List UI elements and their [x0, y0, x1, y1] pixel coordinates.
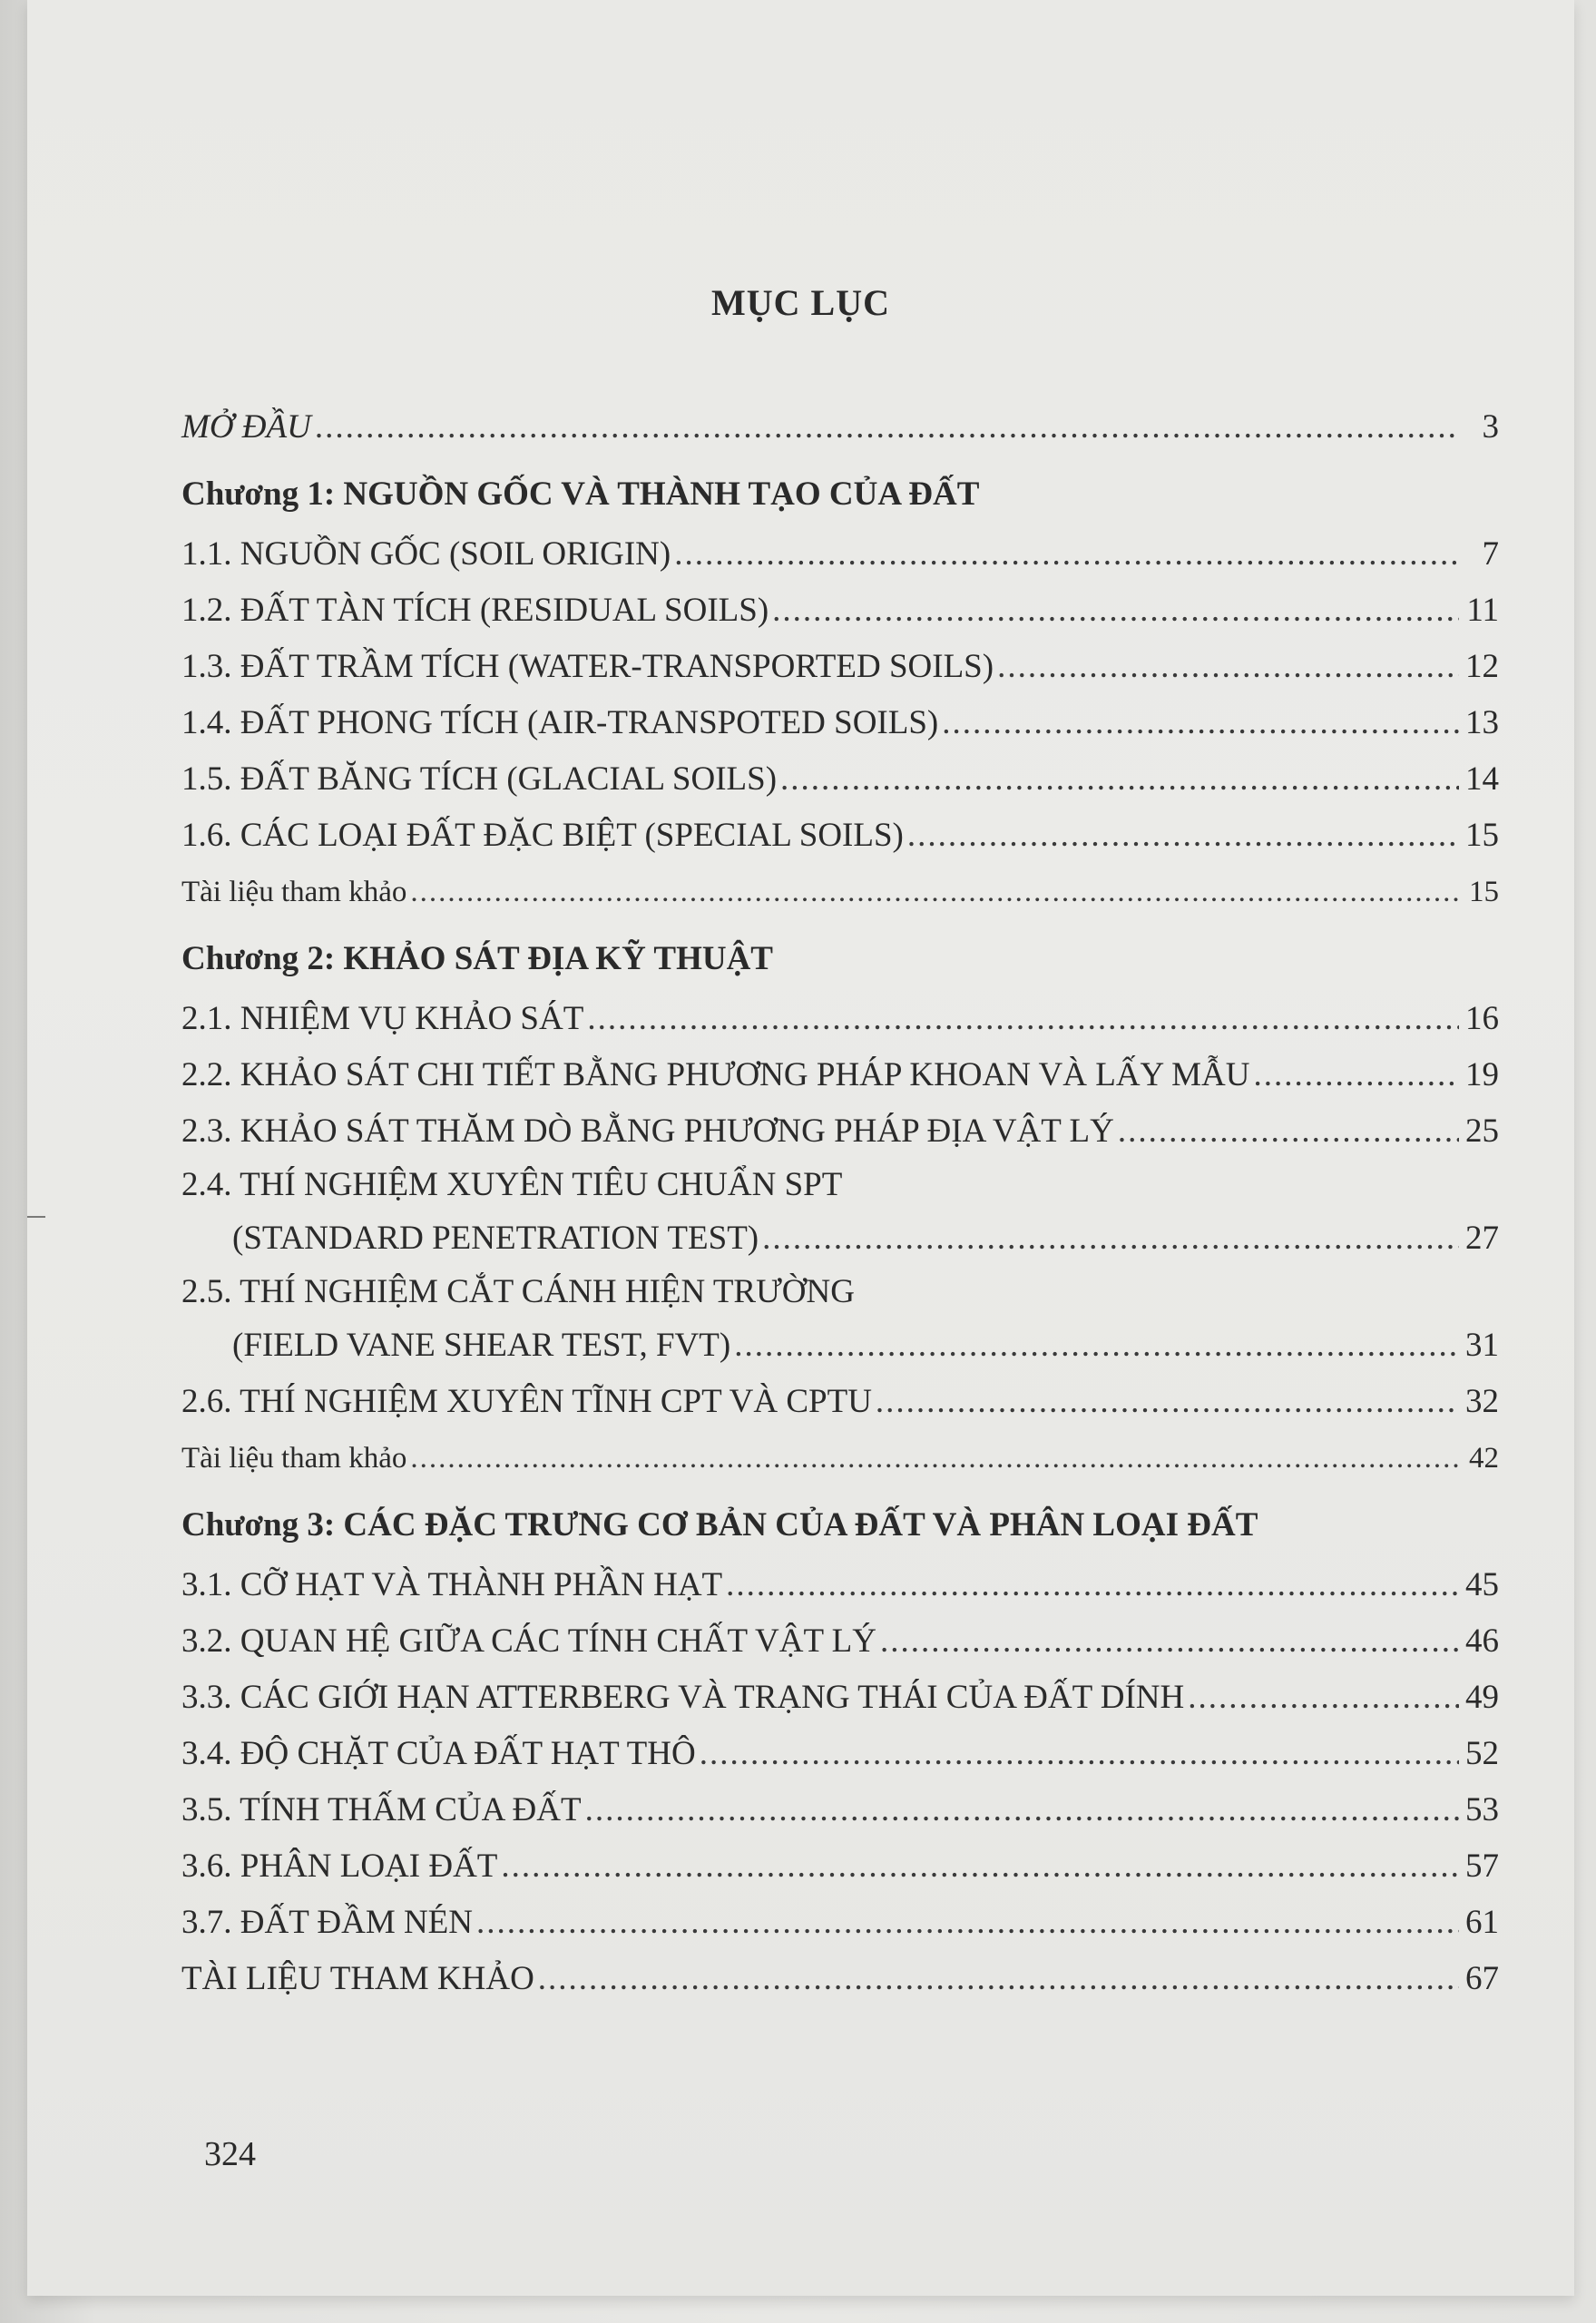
dot-leader: [587, 991, 1459, 1047]
toc-entry-page: 52: [1465, 1735, 1499, 1772]
toc-entry: [181, 1726, 1499, 1782]
toc-entry: [181, 1838, 1499, 1895]
toc-entry-label: MỞ ĐẦU: [181, 408, 311, 446]
toc-entry: [181, 1318, 1499, 1374]
toc-entry-label: 1.6. CÁC LOẠI ĐẤT ĐẶC BIỆT (SPECIAL SOILS): [181, 817, 904, 854]
toc-entry-label: 2.1. NHIỆM VỤ KHẢO SÁT: [181, 1000, 584, 1037]
toc-entry-references: [181, 1951, 1499, 2007]
toc-entry-page: 45: [1465, 1566, 1499, 1603]
toc-entry-page: 15: [1465, 817, 1499, 854]
dot-leader: [1118, 1103, 1459, 1160]
toc-entry-label: 2.2. KHẢO SÁT CHI TIẾT BẰNG PHƯƠNG PHÁP KHOAN VÀ LẤY MẪU: [181, 1056, 1250, 1093]
dot-leader: [997, 639, 1459, 695]
table-of-contents: [181, 399, 1499, 2007]
dot-leader: [880, 1613, 1459, 1670]
toc-entry-label: (STANDARD PENETRATION TEST): [232, 1220, 759, 1257]
toc-entry-page: 25: [1465, 1112, 1499, 1150]
toc-entry: [181, 808, 1499, 864]
dot-leader: [476, 1895, 1459, 1951]
dot-leader: [315, 399, 1459, 456]
toc-entry-references: [181, 1430, 1499, 1486]
dot-leader: [585, 1782, 1459, 1838]
dot-leader: [772, 583, 1459, 639]
toc-entry-page: 67: [1465, 1960, 1499, 1997]
toc-entry-label: 3.4. ĐỘ CHẶT CỦA ĐẤT HẠT THÔ: [181, 1735, 696, 1772]
toc-entry: [181, 1047, 1499, 1103]
page-title: MỤC LỤC: [711, 282, 890, 323]
toc-entry-page: 19: [1465, 1056, 1499, 1093]
toc-entry-references: [181, 864, 1499, 920]
toc-entry-label: 1.2. ĐẤT TÀN TÍCH (RESIDUAL SOILS): [181, 592, 769, 629]
toc-entry: [181, 1557, 1499, 1613]
toc-entry-page: 32: [1465, 1383, 1499, 1420]
toc-entry-label: 1.5. ĐẤT BĂNG TÍCH (GLACIAL SOILS): [181, 760, 778, 798]
toc-entry: [181, 991, 1499, 1047]
page-number: 324: [204, 2135, 256, 2173]
toc-entry-label: 1.1. NGUỒN GỐC (SOIL ORIGIN): [181, 535, 671, 573]
toc-entry-page: 46: [1465, 1622, 1499, 1660]
chapter-heading-3: Chương 3: CÁC ĐẶC TRƯNG CƠ BẢN CỦA ĐẤT VÀ PHÂN LOẠI ĐẤT: [181, 1506, 1258, 1544]
toc-entry: [181, 751, 1499, 808]
toc-entry-page: 31: [1465, 1327, 1499, 1364]
toc-entry-label: (FIELD VANE SHEAR TEST, FVT): [232, 1327, 731, 1364]
page-edge-mark: [27, 1216, 45, 1218]
dot-leader: [674, 526, 1459, 583]
toc-entry-page: 7: [1482, 535, 1499, 573]
dot-leader: [734, 1318, 1459, 1374]
dot-leader: [700, 1726, 1459, 1782]
book-page: [27, 0, 1574, 2296]
toc-entry-page: 14: [1465, 760, 1499, 798]
toc-entry-label: 3.7. ĐẤT ĐẦM NÉN: [181, 1904, 474, 1941]
dot-leader: [501, 1838, 1459, 1895]
toc-entry-page: 57: [1465, 1848, 1499, 1885]
toc-entry: [181, 639, 1499, 695]
dot-leader: [780, 751, 1459, 808]
toc-entry: [181, 1103, 1499, 1160]
toc-entry: [181, 1670, 1499, 1726]
toc-entry-label: 3.3. CÁC GIỚI HẠN ATTERBERG VÀ TRẠNG THÁI CỦA ĐẤT DÍNH: [181, 1679, 1185, 1716]
dot-leader: [762, 1211, 1459, 1267]
dot-leader: [410, 864, 1459, 920]
toc-entry-label: 3.5. TÍNH THẤM CỦA ĐẤT: [181, 1791, 582, 1828]
toc-entry-label: Tài liệu tham khảo: [181, 876, 407, 908]
dot-leader: [876, 1374, 1459, 1430]
toc-entry-label: 1.3. ĐẤT TRẦM TÍCH (WATER-TRANSPORTED SOILS): [181, 648, 994, 685]
toc-entry-label: 3.6. PHÂN LOẠI ĐẤT: [181, 1848, 498, 1885]
toc-entry: [181, 1613, 1499, 1670]
dot-leader: [1253, 1047, 1459, 1103]
toc-entry: [181, 526, 1499, 583]
toc-entry-label-line1: 2.5. THÍ NGHIỆM CẮT CÁNH HIỆN TRƯỜNG: [181, 1273, 855, 1310]
toc-entry: [181, 1782, 1499, 1838]
dot-leader: [1188, 1670, 1459, 1726]
toc-entry: [181, 1895, 1499, 1951]
toc-entry-page: 61: [1465, 1904, 1499, 1941]
toc-entry-page: 3: [1482, 408, 1499, 446]
dot-leader: [538, 1951, 1459, 2007]
toc-entry-page: 53: [1465, 1791, 1499, 1828]
toc-entry-label: Tài liệu tham khảo: [181, 1442, 407, 1475]
toc-entry-page: 42: [1469, 1442, 1499, 1475]
dot-leader: [907, 808, 1459, 864]
chapter-heading-1: Chương 1: NGUỒN GỐC VÀ THÀNH TẠO CỦA ĐẤT: [181, 475, 980, 513]
toc-entry-intro: [181, 399, 1499, 456]
dot-leader: [942, 695, 1459, 751]
toc-entry-label: 3.1. CỠ HẠT VÀ THÀNH PHẦN HẠT: [181, 1566, 723, 1603]
toc-entry-label: 1.4. ĐẤT PHONG TÍCH (AIR-TRANSPOTED SOILS): [181, 704, 939, 741]
toc-entry-label-line1: 2.4. THÍ NGHIỆM XUYÊN TIÊU CHUẨN SPT: [181, 1166, 843, 1203]
toc-entry-page: 12: [1465, 648, 1499, 685]
toc-entry: [181, 583, 1499, 639]
toc-entry-page: 13: [1465, 704, 1499, 741]
toc-entry-label: 2.3. KHẢO SÁT THĂM DÒ BẰNG PHƯƠNG PHÁP ĐỊA VẬT LÝ: [181, 1112, 1114, 1150]
toc-entry-label: TÀI LIỆU THAM KHẢO: [181, 1960, 534, 1997]
dot-leader: [726, 1557, 1459, 1613]
toc-entry-page: 27: [1465, 1220, 1499, 1257]
chapter-heading-2: Chương 2: KHẢO SÁT ĐỊA KỸ THUẬT: [181, 940, 773, 977]
toc-entry-page: 15: [1469, 876, 1499, 908]
toc-entry: [181, 1211, 1499, 1267]
toc-entry-label: 2.6. THÍ NGHIỆM XUYÊN TĨNH CPT VÀ CPTU: [181, 1383, 872, 1420]
toc-entry-label: 3.2. QUAN HỆ GIỮA CÁC TÍNH CHẤT VẬT LÝ: [181, 1622, 876, 1660]
toc-entry-page: 11: [1466, 592, 1499, 629]
toc-entry-page: 49: [1465, 1679, 1499, 1716]
toc-entry-page: 16: [1465, 1000, 1499, 1037]
toc-entry: [181, 695, 1499, 751]
toc-entry: [181, 1374, 1499, 1430]
dot-leader: [410, 1430, 1459, 1486]
